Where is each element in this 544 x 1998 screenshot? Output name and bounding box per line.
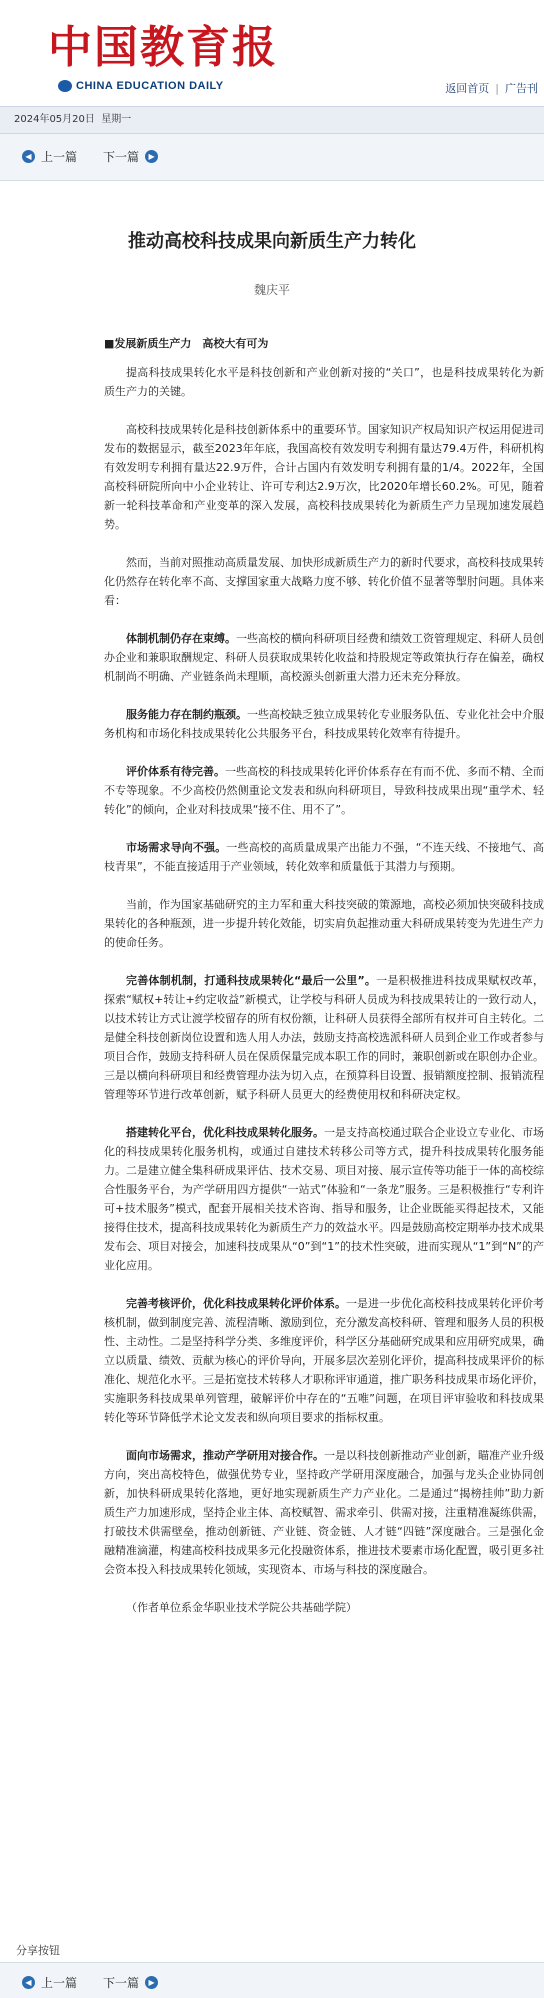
next-article-button[interactable] (103, 148, 158, 165)
ad-link[interactable]: 广告刊 (505, 82, 538, 95)
paragraph (104, 762, 544, 819)
paragraph-lead: 体制机制仍存在束缚。 (126, 632, 236, 645)
globe-icon (58, 80, 72, 92)
paragraph-lead: 评价体系有待完善。 (126, 765, 225, 778)
date-bar (0, 106, 544, 134)
article-title: 推动高校科技成果向新质生产力转化 (128, 231, 416, 252)
paragraph-text: 一是以科技创新推动产业创新，瞄准产业升级方向，突出高校特色，做强优势专业，坚持政产学研用深度融合，加强与龙头企业协同创新，加快科研成果转化落地，更好地实现新质生产力产业化。二是通过“揭榜挂帅”助力新质生产力加速形成，坚持企业主体、高校赋智、需求牵引、供需对接，注重精准凝练供需，打破技术供需壁垒，推动创新链、产业链、资金链、人才链“四链”深度融合。三是强化金融精准滴灌，构建高校科技成果多元化投融资体系，推进技术要素市场化配置，吸引更多社会资本投入科技成果转化领域，实现资本、市场与科技的深度融合。 (104, 1449, 544, 1576)
share-button[interactable]: 分享按钮 (16, 1944, 60, 1957)
issue-weekday: 星期一 (101, 114, 132, 125)
arrow-right-icon: ▶ (145, 1976, 158, 1989)
article-body (104, 334, 544, 1636)
prev-article-button-bottom[interactable] (22, 1974, 77, 1991)
paragraph (104, 838, 544, 876)
paragraph (104, 1446, 544, 1579)
paragraph-text: 一是进一步优化高校科技成果转化评价考核机制，做到制度完善、流程清晰、激励到位，充分激发高校科研、管理和服务人员的积极性、主动性。二是坚持科学分类、多维度评价，科学区分基础研究成果和应用研究成果，确立以质量、绩效、贡献为核心的评价导向，开展多层次差别化评价，提高科技成果评价的标准化、规范化水平。三是拓宽技术转移人才职称评审通道，推广职务科技成果市场化评价，实施职务科技成果单列管理，破解评价中存在的“五唯”问题，在项目评审验收和科技成果转化等环节降低学术论文发表和纵向项目要求的指标权重。 (104, 1297, 544, 1424)
arrow-left-icon: ◀ (22, 1976, 35, 1989)
top-links (445, 80, 538, 96)
paragraph-text: 一些高校的科技成果转化评价体系存在有而不优、多而不精、全而不专等现象。不少高校仍然侧重论文发表和纵向科研项目，导致科技成果出现“重学术、轻转化”的倾向，企业对科技成果“接不住、用不了”。 (104, 765, 544, 816)
paragraph (104, 629, 544, 686)
newspaper-logo[interactable]: 中国教育报 (48, 22, 278, 73)
paragraph (104, 971, 544, 1104)
masthead (0, 0, 544, 106)
paragraph: 然而，当前对照推动高质量发展、加快形成新质生产力的新时代要求，高校科技成果转化仍然存在转化率不高、支撑国家重大战略力度不够、转化价值不显著等掣肘问题。具体来看： (104, 556, 544, 607)
paragraph-lead: 完善体制机制，打通科技成果转化“最后一公里”。 (126, 974, 377, 987)
next-article-label: 下一篇 (103, 150, 140, 164)
paragraph-lead: 服务能力存在制约瓶颈。 (126, 708, 247, 721)
paragraph-text: 一些高校缺乏独立成果转化专业服务队伍、专业化社会中介服务机构和市场化科技成果转化公共服务平台，科技成果转化效率有待提升。 (104, 708, 544, 740)
newspaper-logo-english: CHINA EDUCATION DAILY (76, 80, 224, 92)
paragraph-text: 一些高校的高质量成果产出能力不强，“不连天线、不接地气、高枝青果”，不能直接适用于产业领域，转化效率和质量低于其潜力与预期。 (104, 841, 544, 873)
paragraph: 提高科技成果转化水平是科技创新和产业创新对接的“关口”，也是科技成果转化为新质生产力的关键。 (104, 366, 544, 398)
paragraph-lead: 面向市场需求，推动产学研用对接合作。 (126, 1449, 324, 1462)
arrow-left-icon: ◀ (22, 150, 35, 163)
link-divider: | (495, 82, 499, 95)
paragraph-text: 一是积极推进科技成果赋权改革，探索“赋权+转让+约定收益”新模式，让学校与科研人员成为科技成果转让的一致行动人，以技术转让方式让渡学校留存的所有权份额，让科研人员获得全部所有权并可自主转化。二是健全科技创新岗位设置和选人用人办法，鼓励支持高校选派科研人员到企业工作或者参与项目合作，鼓励支持科研人员在保质保量完成本职工作的同时，兼职创新或在职创办企业。三是以横向科研项目和经费管理办法为切入点，在预算科目设置、报销额度控制、报销流程管理等环节进行改革创新，赋予科研人员更大的经费使用权和科研决定权。 (104, 974, 544, 1101)
paragraph (104, 1123, 544, 1275)
author-note: （作者单位系金华职业技术学院公共基础学院） (126, 1601, 357, 1614)
paragraph: 当前，作为国家基础研究的主力军和重大科技突破的策源地，高校必须加快突破科技成果转化的各种瓶颈，进一步提升转化效能，切实肩负起推动重大科研成果转变为先进生产力的使命任务。 (104, 898, 544, 949)
next-article-button-bottom[interactable] (103, 1974, 158, 1991)
prev-article-button[interactable] (22, 148, 77, 165)
issue-date: 2024年05月20日 (14, 114, 95, 125)
paragraph-lead: 市场需求导向不强。 (126, 841, 227, 854)
paragraph (104, 705, 544, 743)
paragraph: 高校科技成果转化是科技创新体系中的重要环节。国家知识产权局知识产权运用促进司发布的数据显示，截至2023年年底，我国高校有效发明专利拥有量达79.4万件，科研机构有效发明专利拥有量达22.9万件，合计占国内有效发明专利拥有量的1/4。2022年，全国高校科研院所向中小企业转让、许可专利达2.9万次，比2020年增长60.2%。可见，随着新一轮科技革命和产业变革的深入发展，高校科技成果转化为新质生产力呈现加速发展趋势。 (104, 423, 544, 531)
paragraph-text: 一是支持高校通过联合企业设立专业化、市场化的科技成果转化服务机构，或通过自建技术转移公司等方式，提升科技成果转化服务能力。二是建立健全集科研成果评估、技术交易、项目对接、展示宣传等功能于一体的高校综合性服务平台，为产学研用四方提供“一站式”体验和“一条龙”服务。三是积极推行“专利许可+技术服务”模式，配套开展相关技术咨询、指导和服务，让企业既能买得起技术，又能接得住技术，提高科技成果转化为新质生产力的效益水平。四是鼓励高校定期举办技术成果发布会、项目对接会，加速科技成果从“0”到“1”的技术性突破，进而实现从“1”到“N”的产业化应用。 (104, 1126, 544, 1272)
article-author: 魏庆平 (253, 283, 290, 297)
article-nav-bottom (0, 1962, 544, 1998)
paragraph-text: 一些高校的横向科研项目经费和绩效工资管理规定、科研人员创办企业和兼职取酬规定、科研人员获取成果转化收益和持股规定等政策执行存在偏差，确权机制尚不明确、产业链条尚未理顺，高校源头创新重大潜力还未充分释放。 (104, 632, 544, 683)
paragraph (104, 1294, 544, 1427)
article-nav-top (0, 134, 544, 181)
next-article-label: 下一篇 (103, 1976, 140, 1990)
arrow-right-icon: ▶ (145, 150, 158, 163)
paragraph-lead: 搭建转化平台，优化科技成果转化服务。 (126, 1126, 324, 1139)
prev-article-label: 上一篇 (41, 1976, 78, 1990)
prev-article-label: 上一篇 (41, 150, 78, 164)
section-heading: ■发展新质生产力 高校大有可为 (104, 337, 269, 350)
home-link[interactable]: 返回首页 (445, 82, 490, 95)
paragraph-lead: 完善考核评价，优化科技成果转化评价体系。 (126, 1297, 346, 1310)
